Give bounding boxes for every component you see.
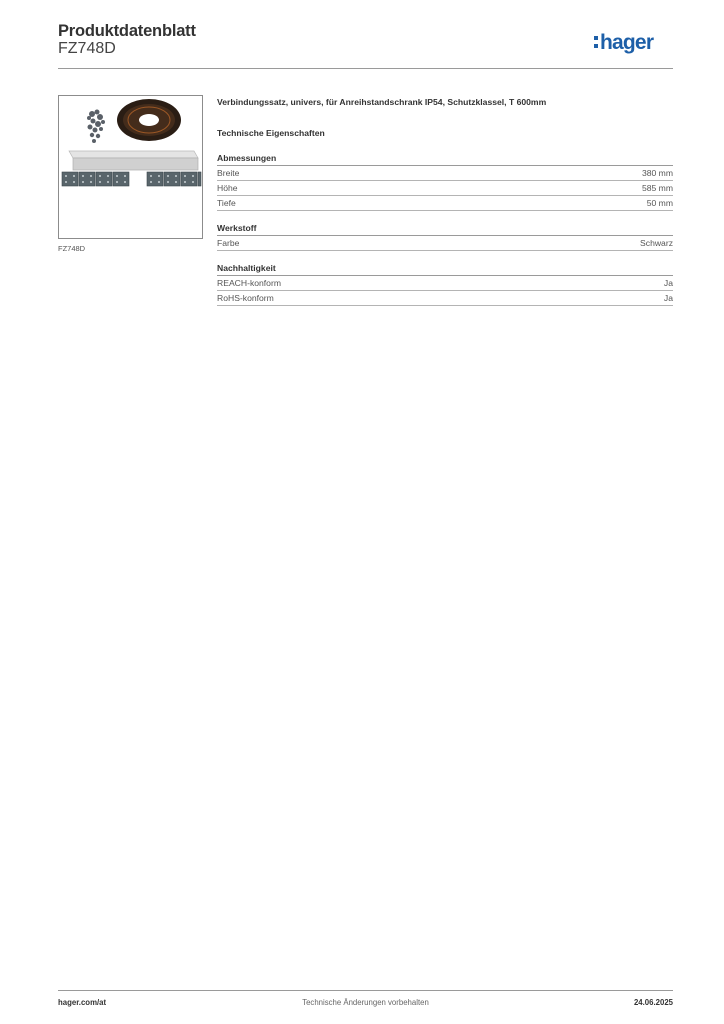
spec-label: Tiefe [217,198,236,208]
spec-row [217,236,673,251]
footer-divider [58,990,673,991]
connector-plates [62,172,201,186]
page-header [58,20,673,69]
document-title: Produktdatenblatt [58,22,196,40]
spec-value: Ja [663,293,673,303]
footer-date: 24.06.2025 [633,998,673,1007]
hager-logo [593,29,673,57]
section-title: Werkstoff [217,223,673,236]
spec-row [217,276,673,291]
product-image [58,95,203,239]
spec-label: Höhe [217,183,238,193]
product-code: FZ748D [58,40,116,57]
screws-cluster [87,110,105,144]
spec-value: 380 mm [641,168,673,178]
section-sustainability [217,263,673,306]
spec-label: Breite [217,168,240,178]
tech-properties-heading: Technische Eigenschaften [217,128,325,138]
spec-row [217,291,673,306]
website-link[interactable]: hager.com/at [58,998,107,1007]
spec-value: Schwarz [640,238,673,248]
spec-label: REACH-konform [217,278,281,288]
logo-wordmark: hager [600,31,654,54]
product-details [217,97,673,306]
image-caption: FZ748D [58,244,86,253]
spec-row [217,166,673,181]
spec-value: 585 mm [641,183,673,193]
page-footer [58,998,673,1010]
spec-row [217,196,673,211]
metal-rail [69,151,198,170]
spec-value: 50 mm [646,198,673,208]
section-material [217,223,673,251]
header-divider [58,68,673,69]
footer-notice: Technische Änderungen vorbehalten [302,998,429,1007]
section-title: Nachhaltigkeit [217,263,673,276]
product-description: Verbindungssatz, univers, für Anreihstandschrank IP54, Schutzklassel, T 600mm [217,97,547,107]
product-photo-drawing [59,96,202,238]
spec-label: RoHS-konform [217,293,274,303]
spec-label: Farbe [217,238,240,248]
section-title: Abmessungen [217,153,673,166]
section-dimensions [217,153,673,211]
gasket-roll [117,99,181,141]
spec-value: Ja [663,278,673,288]
spec-row [217,181,673,196]
